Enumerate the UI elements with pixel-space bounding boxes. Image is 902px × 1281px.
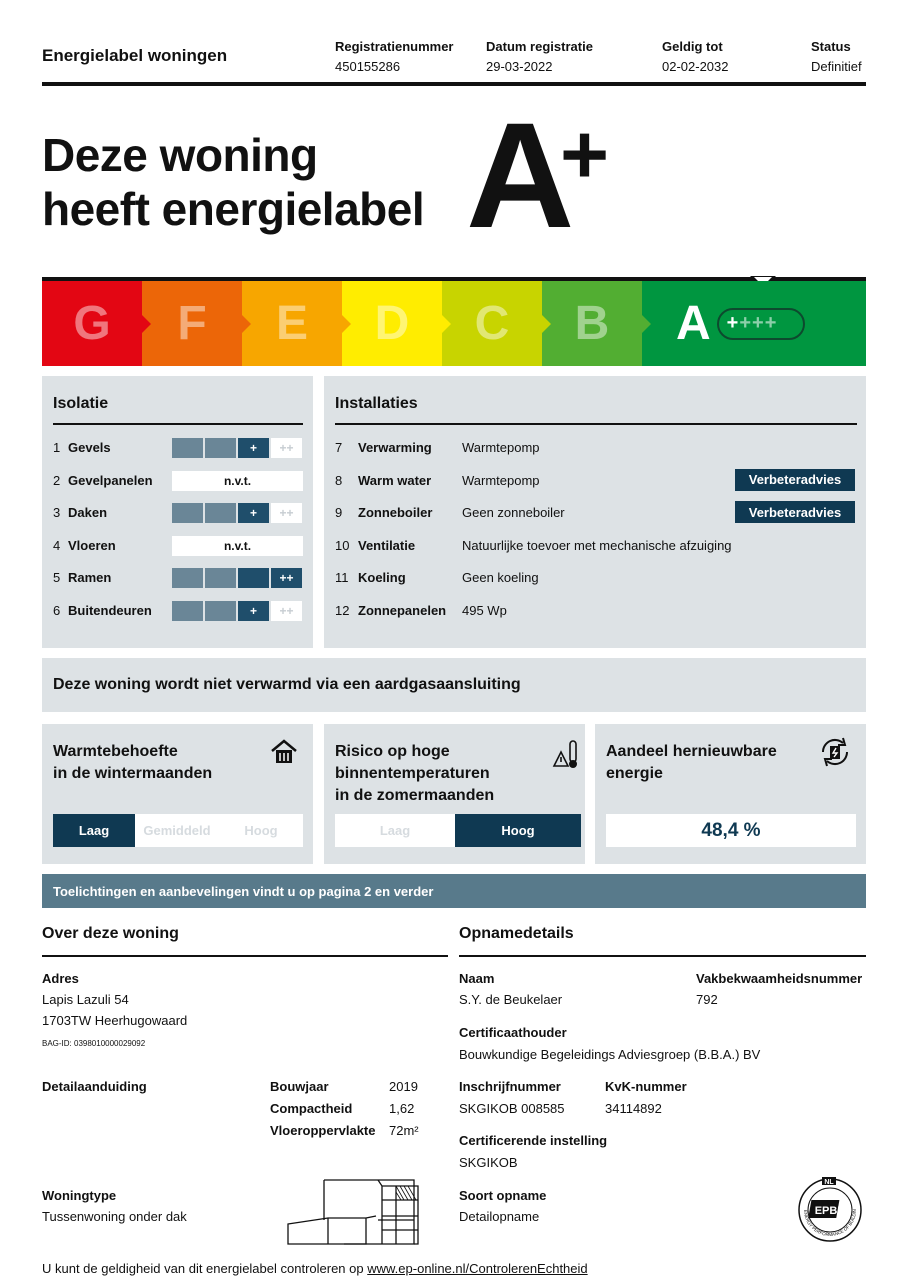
scale-arrow — [642, 315, 651, 333]
installatie-value: Warmtepomp — [462, 472, 540, 488]
inschrijfnummer-label: Inschrijfnummer — [459, 1079, 561, 1094]
installaties-divider — [335, 423, 857, 425]
isolatie-row: 5 Ramen — [53, 570, 112, 585]
risico-panel — [324, 724, 585, 864]
risico-title: Risico op hoge binnentemperaturen in de zomermaanden — [335, 743, 495, 804]
isolatie-nvt: n.v.t. — [172, 536, 303, 556]
soort-opname-label: Soort opname — [459, 1188, 547, 1203]
warmte-option-laag: Laag — [53, 814, 135, 847]
adres-label: Adres — [42, 971, 79, 986]
isolatie-rating: ++ — [172, 568, 302, 588]
epbd-logo — [794, 1174, 866, 1244]
warmtebehoefte-title: Warmtebehoefte in de wintermaanden — [53, 743, 213, 782]
compactheid-value: 1,62 — [389, 1101, 415, 1116]
bouwjaar-label: Bouwjaar — [270, 1079, 329, 1094]
installatie-row: 8 Warm water — [335, 472, 432, 488]
isolatie-row: 4 Vloeren — [53, 537, 116, 553]
vloeroppervlakte-value: 72m² — [389, 1123, 419, 1138]
scale-letter: G — [73, 297, 111, 350]
adres-line2: 1703TW Heerhugowaard — [42, 1013, 188, 1028]
svg-text:EPBD: EPBD — [814, 1205, 846, 1217]
installatie-value: Warmtepomp — [462, 440, 540, 455]
header-divider — [42, 82, 866, 86]
geldig-tot: Geldig tot 02-02-2032 — [662, 39, 729, 74]
installatie-value: Geen koeling — [462, 570, 539, 585]
adres-line1: Lapis Lazuli 54 — [42, 992, 129, 1007]
scale-letter: D — [374, 297, 410, 350]
opname-title: Opnamedetails — [459, 925, 574, 942]
woningtype-value: Tussenwoning onder dak — [42, 1209, 187, 1224]
verbeteradvies-button[interactable]: Verbeteradvies — [735, 501, 855, 523]
soort-opname-value: Detailopname — [459, 1209, 540, 1224]
installatie-row: 11 Koeling — [335, 570, 406, 585]
certificerende-instelling-label: Certificerende instelling — [459, 1133, 608, 1148]
warmte-option-hoog: Hoog — [219, 814, 303, 847]
compactheid-label: Compactheid — [270, 1101, 353, 1116]
scale-letter: F — [177, 297, 207, 350]
naam-label: Naam — [459, 971, 495, 986]
scale-segment-a — [642, 281, 866, 366]
isolatie-rating: + ++ — [172, 438, 302, 458]
scale-segment-c — [442, 281, 542, 366]
scale-letter: B — [574, 297, 610, 350]
toelichting-banner: Toelichtingen en aanbevelingen vindt u op pagina 2 en verder — [42, 874, 866, 908]
verification-link[interactable]: www.ep-online.nl/ControlerenEchtheid — [367, 1261, 588, 1276]
scale-letter: E — [275, 297, 308, 350]
installatie-value: Geen zonneboiler — [462, 505, 565, 520]
detail-label: Detailaanduiding — [42, 1079, 147, 1094]
datum-registratie: Datum registratie 29-03-2022 — [486, 39, 593, 74]
svg-text:ENERGY PERFORMANCE OF BUILDING: ENERGY PERFORMANCE OF BUILDIN — [802, 1209, 858, 1238]
scale-segment-f — [142, 281, 242, 366]
svg-text:NL: NL — [824, 1179, 834, 1186]
isolatie-panel — [42, 376, 313, 648]
installatie-value: 495 Wp — [462, 602, 507, 618]
isolatie-row: 1 Gevels — [53, 440, 111, 455]
document-title: Energielabel woningen — [42, 46, 228, 65]
aandeel-panel — [595, 724, 866, 864]
isolatie-title: Isolatie — [53, 395, 109, 412]
installatie-value: Natuurlijke toevoer met mechanische afzuiging — [462, 537, 732, 553]
scale-arrow — [442, 315, 451, 333]
naam-value: S.Y. de Beukelaer — [459, 992, 563, 1007]
scale-arrow — [342, 315, 351, 333]
installaties-title: Installaties — [335, 395, 418, 412]
warmtebehoefte-panel — [42, 724, 313, 864]
house-type-drawing — [286, 1176, 428, 1248]
status: Status Definitief — [811, 39, 862, 74]
registratienummer: Registratienummer 450155286 — [335, 39, 454, 74]
scale-segment-e — [242, 281, 342, 366]
gas-text: Deze woning wordt niet verwarmd via een aardgasaansluiting — [53, 676, 521, 693]
isolatie-divider — [53, 423, 303, 425]
vloeroppervlakte-label: Vloeroppervlakte — [270, 1123, 376, 1138]
scale-letter: A — [676, 297, 711, 350]
renewable-cycle-icon — [817, 735, 853, 769]
isolatie-rating: + ++ — [172, 601, 302, 621]
aandeel-title: Aandeel hernieuwbare energie — [606, 743, 777, 782]
installatie-row: 9 Zonneboiler — [335, 505, 433, 520]
scale-arrow — [142, 315, 151, 333]
isolatie-row: 6 Buitendeuren — [53, 602, 152, 618]
scale-segment-d — [342, 281, 442, 366]
inschrijfnummer-value: SKGIKOB 008585 — [459, 1101, 565, 1116]
isolatie-rating: + ++ — [172, 503, 302, 523]
scale-arrow — [242, 315, 251, 333]
installatie-row: 12 Zonnepanelen — [335, 602, 447, 618]
vakbekwaamheid-value: 792 — [696, 992, 718, 1007]
vakbekwaamheid-label: Vakbekwaamheidsnummer — [696, 971, 863, 986]
certificaathouder-label: Certificaathouder — [459, 1025, 567, 1040]
energy-scale — [42, 281, 866, 366]
opname-divider — [459, 955, 866, 957]
isolatie-row: 2 Gevelpanelen — [53, 472, 153, 488]
scale-letter: C — [474, 297, 510, 350]
energy-label-letter: A — [466, 91, 571, 259]
verbeteradvies-button[interactable]: Verbeteradvies — [735, 469, 855, 491]
kvk-value: 34114892 — [605, 1101, 662, 1116]
over-title: Over deze woning — [42, 925, 179, 942]
bouwjaar-value: 2019 — [389, 1079, 418, 1094]
scale-segment-b — [542, 281, 642, 366]
installatie-row: 10 Ventilatie — [335, 537, 416, 553]
installatie-row: 7 Verwarming — [335, 440, 432, 455]
energy-label-plus: + — [560, 107, 610, 201]
aandeel-value: 48,4 % — [606, 814, 856, 847]
isolatie-nvt: n.v.t. — [172, 471, 303, 491]
over-divider — [42, 955, 448, 957]
scale-segment-g — [42, 281, 142, 366]
certificaathouder-value: Bouwkundige Begeleidings Adviesgroep (B.B.A.) BV — [459, 1047, 761, 1062]
thermometer-warning-icon — [552, 738, 580, 770]
woningtype-label: Woningtype — [42, 1188, 117, 1203]
house-heat-icon — [270, 739, 298, 765]
gas-panel — [42, 658, 866, 712]
bag-id: BAG-ID: 0398010000029092 — [42, 1039, 146, 1048]
plus-indicator: + +++ — [717, 308, 805, 340]
risico-option-laag: Laag — [335, 814, 455, 847]
kvk-label: KvK-nummer — [605, 1079, 687, 1094]
risico-option-hoog: Hoog — [455, 814, 581, 847]
headline: Deze woning heeft energielabel — [42, 129, 425, 235]
scale-arrow — [542, 315, 551, 333]
footer-text: U kunt de geldigheid van dit energielabel controleren op www.ep-online.nl/ControlerenEchtheid — [42, 1261, 588, 1276]
warmte-option-gemiddeld: Gemiddeld — [135, 814, 219, 847]
certificerende-instelling-value: SKGIKOB — [459, 1155, 518, 1170]
installaties-panel — [324, 376, 866, 648]
isolatie-row: 3 Daken — [53, 505, 108, 520]
